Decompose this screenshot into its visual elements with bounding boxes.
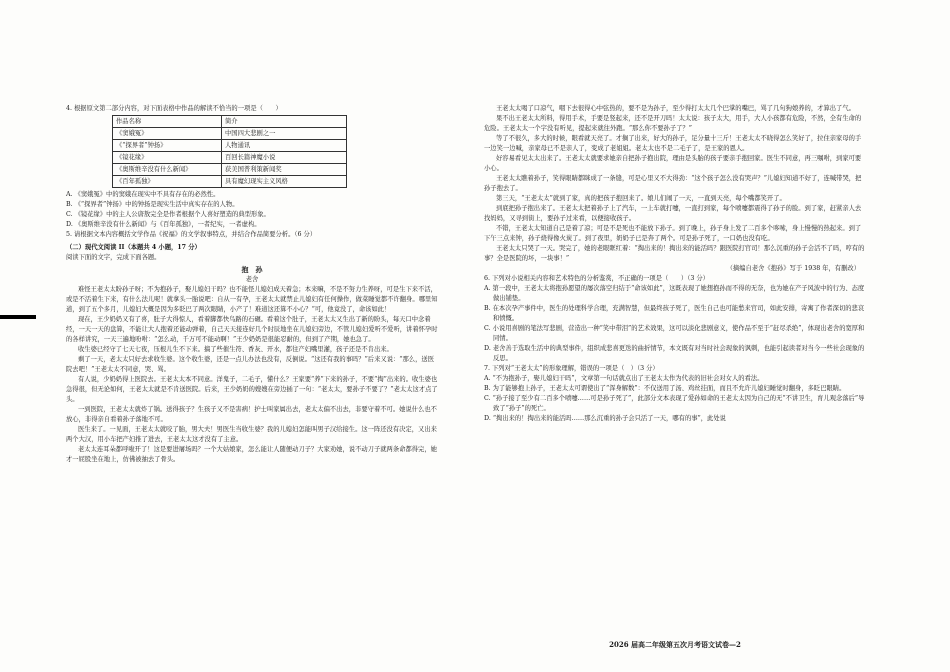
page-footer: 2026 届高二年级第五次月考语文试卷—2: [609, 640, 741, 649]
table-row: [113, 164, 347, 176]
table-cell: 《“探界者”钟扬》: [113, 140, 222, 152]
q6-option-b: B. 在本次孕产事件中，医生的处理科学合理，充满智慧，但最终孩子死了，医生自己也可能愁来官司，如此安排，寄寓了作者深切的悲哀和愤慨。: [484, 305, 865, 322]
story-paragraph: 医生来了。一见面，王老太太就咬了胎，男大夫！男医生当收生婆？我的儿媳妇怎能叫男子汉给接生。这一阵还没有决定，又出来两个大汉，用小车把产妇推了进去，王老太太这才没有了主意。: [66, 426, 437, 443]
left-column: [66, 104, 438, 465]
table-cell: 中国四大悲剧之一: [222, 128, 347, 140]
q4-option-a: A. 《窦娥冤》中的窦娥在现实中不具有存在的必然性。: [66, 191, 220, 198]
story-author: 老舍: [245, 276, 259, 283]
q6-option-d: D. 老舍善于选取生活中的典型事件，组织成悲喜更迭的曲折情节，本文既有对当时社会现象的讽刺，也能引起读者对当今一些社会现象的反思。: [484, 345, 865, 362]
story-paragraph: 收生婆已经守了七天七夜，压根儿生不下来。搞了些催生符、香灰、开水，都往产妇嘴里灌，孩子还是不肯出来。: [78, 346, 393, 353]
q4-table: [112, 115, 347, 188]
section-instruction: 阅读下面的文字，完成下面各题。: [66, 254, 161, 261]
story-paragraph: 老太太连耳朵都呼啦开了！这是要进屠场吗？一个大姑娘家，怎么能让人随便动刀子？大家劝她，说不动刀子就两条命都得完，她才一屁股坐在地上，仿佛被抽去了骨头。: [66, 446, 437, 463]
story-paragraph: 第三天，“王老太太”就到了家，真的把孩子抱回来了。娘儿们闹了一天，一直到天亮，每个嘴都笑开了。: [496, 195, 786, 202]
q4-option-c: C. 《镜花缘》中的主人公唐敖完全是作者根据个人喜好塑造的典型形象。: [66, 211, 270, 218]
table-cell: 《镜花缘》: [113, 152, 222, 164]
table-row: [113, 128, 347, 140]
table-cell: 《百年孤独》: [113, 176, 222, 188]
story-paragraph: 果不出王老太太所料，得用手术，手要是竖起来，还不是开刀吗！太太说：孩子太大，用手，大人小孩都有危险，不然，全有生命的危险。王老太太一个字没有听见，提起来就往外跑。“那么你不要孙子了？”: [484, 115, 862, 132]
margin-binding-mark: [0, 315, 36, 319]
story-paragraph: 现在，王少奶奶又有了喜，肚子大得惊人，看着脚都快鸟路的石碾。看着这个肚子，王老太太又生出了新的盼头，每天口中念着经，一天一天的盘算，不能让大人抱着还能动弹着，自己天天接连好几个时辰地坐在儿媳妇旁边，不管儿媳妇爱听不爱听，讲着怀孕时的各样讲究，一天三遍地吩咐：“怎么动，千万可不能动啊！”王少奶奶是很能忍耐的，但到了产期，她也急了。: [66, 316, 438, 343]
table-header-cell: 简介: [222, 116, 347, 128]
q5-stem: 5. 请根据文本内容概括文学作品《祝福》的文学叙事特点，并结合作品简要分析。（6 分）: [66, 231, 317, 238]
q4-option-b: B. 《“探界者”钟扬》中的钟扬是现实生活中真实存在的人物。: [66, 201, 239, 208]
story-paragraph: 王老太太只哭了一天。哭完了，她的老眼眶红着：“掏出来的！掏出来的能活吗？跟医院打官司！那么沉重的孙子会活不了吗，哼有的事？全是医院的坏，一块事！”: [484, 245, 865, 262]
story-paragraph: 王老太太喝了口凉气，咽下去很得心中弦热的，要不是为孙子，至少得打太太几个巴掌的嘴巴，骂了几句狗娘养的，才算出了气。: [496, 105, 855, 112]
table-row: [113, 140, 347, 152]
table-cell: 《窦娥冤》: [113, 128, 222, 140]
q7-option-c: C. “孙子接了至少有二百多个喷嚏……可是孙子死了”，此部分文本表现了爱孙如命的王老太太因为自己的无“不讲卫生，育儿观念落后”导致了“孙子”的死亡。: [484, 395, 865, 412]
q4-option-d: D. 《奥斯维辛没有什么新闻》与《百年孤独》，一者纪实，一者虚构。: [66, 221, 261, 228]
table-cell: 具有魔幻现实主义风格: [222, 176, 347, 188]
table-header-row: [113, 116, 347, 128]
table-row: [113, 152, 347, 164]
table-row: [113, 176, 347, 188]
story-title: 抱 孙: [241, 265, 263, 274]
q7-option-a: A. “不为抱孙子，娶儿媳妇干吗”，文章第一句话就点出了王老太太作为代表的旧社会对女人的看法。: [484, 375, 764, 382]
table-header-cell: 作品名称: [113, 116, 222, 128]
story-paragraph: 有人说，少奶奶得上医院去。王老太太本不同意。洋鬼子，二毛子，懂什么？王家要“养”下来的孙子，不要“掏”出来的。收生婆也急得很，但无论如何，王老太太就是不肯送医院。后来，王少奶奶的嫂嫂在旁边插了一句：“老太太，要孙子不要了？”老太太这才点了头。: [66, 376, 438, 403]
story-paragraph: 等了不很久，多大的时候，眼看就天亮了。才搁了出来，好大的孙子，足分量十三斤！王老太太不晓得怎么笑好了，拉住亲家母的手一边笑一边喊，亲家母已不是亲人了，变成了老姐姐。老太太也不是二毛子了，是王家的恩人。: [484, 135, 862, 152]
story-paragraph: 到底把孙子抱出来了。王老太太把着孙子上了汽车，一上车就打嚏，一直打到家，每个喷嚏都震得了孙子的脸。到了家，赶紧亲人去找妈妈，又寻到街上，要孙子过来看，以便接收孩子。: [484, 205, 862, 222]
q6-stem: 6. 下列对小说相关内容和艺术特色的分析鉴赏，不正确的一项是（ ）（3 分）: [484, 275, 709, 282]
story-paragraph: 难怪王老太太盼孙子呀；不为抱孙子，娶儿媳妇干吗？也不能怪儿媳妇成天着急；本来嘛，不是不努力生养呀，可是生下来不活，或是不活着生下来，有什么法儿呢！就拿头一胎说吧：自从一有孕，王老太太就禁止儿媳妇有任何操作，做菜睡觉都不许翻身。哪里知道，到了五个多月，儿媳妇大概是因为多眨巴了两次眼睛，小产了！难道这还算不小心？“可，他竟没了，命该如此！: [66, 286, 438, 313]
table-cell: 百回长篇神魔小说: [222, 152, 347, 164]
table-cell: 获美国普利策新闻奖: [222, 164, 347, 176]
table-cell: 《奥斯维辛没有什么新闻》: [113, 164, 222, 176]
q7-option-d: D. “掏出来的！掏出来的能活吗……那么沉重的孙子会只活了一天，哪有的事”，此处说: [484, 415, 726, 422]
table-cell: 人物通讯: [222, 140, 347, 152]
story-paragraph: 不错，王老太太知道自己是着了凉；可是不是死也不能放下孙子。到了晚上，孙子身上发了二百多个哆嗦，身上慢慢的热起来。到了下午三点来钟，孙子烧得像火炭了。到了夜里，奶奶子已是奔了两个。可是孙子死了，一口奶也没有吃。: [484, 225, 862, 242]
section-title: （二）现代文阅读 II（本题共 4 小题，17 分）: [66, 244, 201, 251]
story-paragraph: 剩了一天，老太太只好去求收生婆。这个收生婆，还是一点儿办法也没有，反倒说。“这还有我的事吗？”后来又说：“那么，送医院去吧！”王老太太不同意，哭、骂。: [66, 356, 434, 373]
story-source: （摘编自老舍《抱孙》写于 1938 年，有删改）: [726, 265, 860, 272]
story-paragraph: 好容易看见太太出来了。王老太太就要求她亲自把孙子抱出院，理由是头胎的孩子要亲手抱回家。医生不同意，再三嘱咐，到家可要小心。: [484, 155, 862, 172]
right-column: [484, 104, 866, 424]
q7-option-b: B. 为了能够抱上孙子，王老太太可谓使出了“浑身解数”：不仅送用了汤、鸡丝挂面，而且不允许儿媳妇睡觉时翻身，多眨巴眼睛。: [484, 385, 846, 392]
q7-stem: 7. 下列对“王老太太”的形象理解，错误的一项是（ ）（3 分）: [484, 365, 659, 372]
q6-option-a: A. 第一段中，王老太太将抱孙愿望的屡次落空归结于“命该如此”，这既表现了她想抱孙而不得的无奈，也为她在产子风波中的行为、态度做出铺垫。: [484, 285, 865, 302]
q4-stem: 4. 根据原文第二部分内容，对下面表格中作品的解读不恰当的一项是（ ）: [66, 105, 282, 112]
story-paragraph: 一到医院，王老太太就炸了锅。送得孩子？生孩子又不是害病！护士叫家属出去，老太太偏不出去，非要守着不可。她说什么也不放心，非得亲自看着孙子落地不可。: [66, 406, 437, 423]
story-paragraph: 王老太太瞧着孙子，笑得眼睛都眯成了一条缝，可是心里又不大得劲：“这个孩子怎么没有哭声？”儿媳妇知道不好了，连喊带哭，把孙子抱去了。: [484, 175, 862, 192]
q6-option-c: C. 小说用喜剧的笔法写悲剧，营造出一种“笑中带泪”的艺术效果，这可以淡化悲剧意义，使作品不至于“赶尽杀绝”，体现出老舍的宽厚和同情。: [484, 325, 865, 342]
